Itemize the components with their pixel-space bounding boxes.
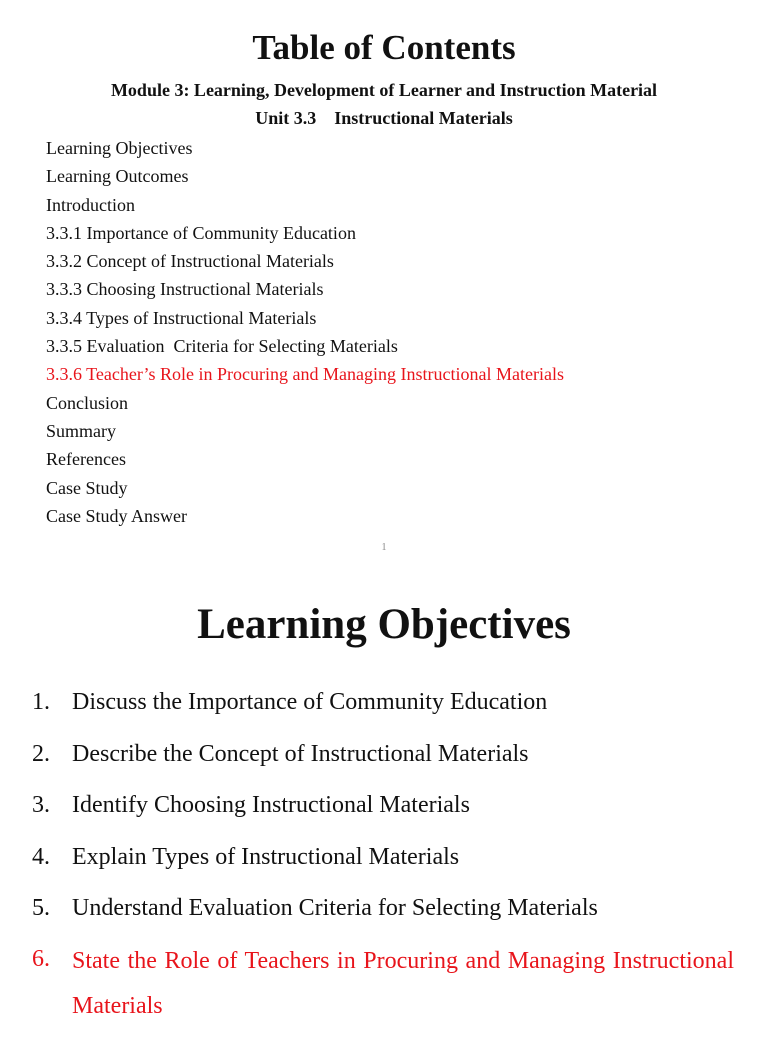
toc-item-learning-outcomes[interactable]: Learning Outcomes xyxy=(46,166,189,187)
objective-text: State the Role of Teachers in Procuring and Managing Instructional Materials xyxy=(72,947,734,1019)
learning-objectives-list xyxy=(32,682,734,1040)
objective-text: Identify Choosing Instructional Materials xyxy=(72,792,470,818)
objective-text: Describe the Concept of Instructional Materials xyxy=(72,740,529,767)
toc-item-3-3-2[interactable]: 3.3.2 Concept of Instructional Materials xyxy=(46,251,334,272)
learning-objectives-title: Learning Objectives xyxy=(197,601,571,648)
toc-item-conclusion[interactable]: Conclusion xyxy=(46,392,129,413)
objective-number: 4. xyxy=(32,843,50,870)
toc-item-summary[interactable]: Summary xyxy=(46,420,116,441)
objective-number: 6. xyxy=(32,945,50,972)
objective-number: 2. xyxy=(32,740,50,767)
toc-title: Table of Contents xyxy=(252,28,516,67)
toc-item-3-3-3[interactable]: 3.3.3 Choosing Instructional Materials xyxy=(46,279,324,300)
objective-item xyxy=(32,888,734,928)
unit-heading: Unit 3.3 Instructional Materials xyxy=(255,108,513,128)
objective-item xyxy=(32,785,734,825)
objective-text: Explain Types of Instructional Materials xyxy=(72,843,460,870)
objective-number: 3. xyxy=(32,792,50,818)
toc-list xyxy=(46,134,564,530)
toc-item-3-3-4[interactable]: 3.3.4 Types of Instructional Materials xyxy=(46,307,317,328)
objective-text: Discuss the Importance of Community Education xyxy=(72,689,548,715)
page-number: 1 xyxy=(381,542,387,553)
objective-number: 1. xyxy=(32,689,50,715)
toc-item-3-3-6[interactable]: 3.3.6 Teacher’s Role in Procuring and Managing Instructional Materials xyxy=(46,364,564,385)
toc-item-references[interactable]: References xyxy=(46,449,126,470)
objective-item-highlighted xyxy=(32,939,734,1029)
toc-item-3-3-1[interactable]: 3.3.1 Importance of Community Education xyxy=(46,222,356,243)
objective-item xyxy=(32,734,734,774)
module-heading: Module 3: Learning, Development of Learner and Instruction Material xyxy=(110,80,658,100)
toc-item-introduction[interactable]: Introduction xyxy=(46,194,135,215)
objective-number: 5. xyxy=(32,895,50,921)
objective-item xyxy=(32,837,734,877)
objective-text: Understand Evaluation Criteria for Selecting Materials xyxy=(72,895,598,921)
toc-item-3-3-5[interactable]: 3.3.5 Evaluation Criteria for Selecting Materials xyxy=(46,336,398,357)
objective-item xyxy=(32,682,734,722)
toc-item-case-study[interactable]: Case Study xyxy=(46,477,128,498)
toc-item-learning-objectives[interactable]: Learning Objectives xyxy=(46,138,193,158)
toc-item-case-study-answer[interactable]: Case Study Answer xyxy=(46,505,187,526)
